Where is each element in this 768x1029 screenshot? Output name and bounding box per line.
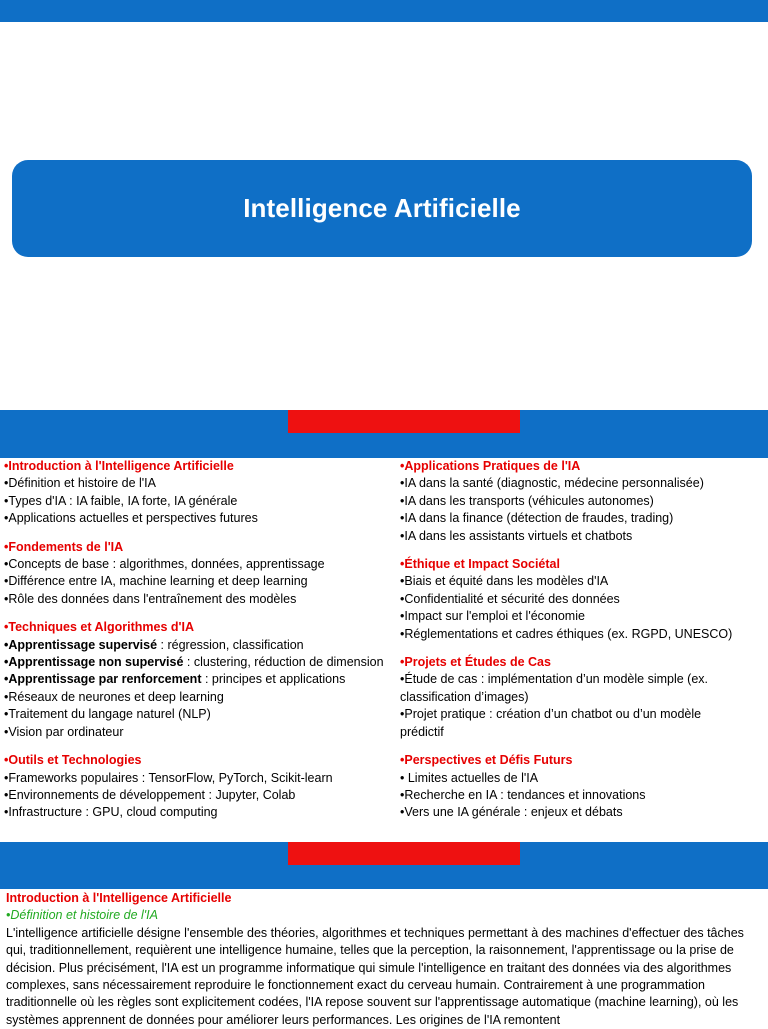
outline-item-text: •Infrastructure : GPU, cloud computing (4, 805, 218, 820)
section-gap (400, 741, 766, 752)
page-title: Intelligence Artificielle (243, 193, 521, 223)
outline-item (4, 493, 396, 510)
section-banner-1-accent (288, 410, 520, 433)
outline-left-column (4, 458, 396, 822)
outline-section-heading: •Applications Pratiques de l'IA (400, 459, 581, 473)
outline-section-heading: •Fondements de l'IA (4, 539, 124, 554)
outline-item (4, 654, 396, 671)
outline-item-text: • Limites actuelles de l'IA (400, 770, 539, 785)
outline-item-text: prédictif (400, 724, 444, 739)
outline-item (400, 528, 766, 545)
intro-subheading: •Définition et histoire de l'IA (6, 908, 158, 923)
outline-item-text: •Étude de cas : implémentation d’un modèle simple (ex. (400, 672, 709, 687)
outline-item-text: •Rôle des données dans l'entraînement des modèles (4, 591, 297, 606)
outline-item (400, 608, 766, 625)
outline-section-heading: •Projets et Études de Cas (400, 655, 551, 670)
outline-item (4, 475, 396, 492)
outline-item-text: •IA dans les transports (véhicules autonomes) (400, 493, 654, 508)
outline-section-heading: •Techniques et Algorithmes d'IA (4, 620, 195, 635)
outline-item (400, 626, 766, 643)
outline-item-text: •Frameworks populaires : TensorFlow, PyTorch, Scikit-learn (4, 770, 333, 785)
section-banner-2-accent (288, 842, 520, 865)
outline-item-term: •Apprentissage non supervisé (4, 655, 184, 670)
intro-heading: Introduction à l'Intelligence Artificielle (6, 891, 232, 905)
outline-item-text: •Vision par ordinateur (4, 724, 124, 739)
outline-item-text: •Projet pratique : création d’un chatbot ou d’un modèle (400, 707, 702, 722)
outline-item (400, 671, 766, 688)
outline-item-text: •Vers une IA générale : enjeux et débats (400, 805, 623, 820)
outline-item (4, 770, 396, 787)
outline-item-text: •Impact sur l'emploi et l'économie (400, 609, 585, 624)
outline-item (4, 689, 396, 706)
outline-section-heading: •Outils et Technologies (4, 753, 142, 768)
section-gap (4, 608, 396, 619)
outline-item-text: •Définition et histoire de l'IA (4, 476, 156, 491)
outline-item-text: •Réseaux de neurones et deep learning (4, 689, 224, 704)
outline-item-text: classification d’images) (400, 689, 529, 704)
outline-item (400, 724, 766, 741)
outline-item (4, 724, 396, 741)
outline-item-text: : principes et applications (201, 672, 346, 687)
outline-item-text: : régression, classification (157, 637, 304, 652)
outline-item (4, 671, 396, 688)
outline-item-text: •IA dans la finance (détection de fraudes, trading) (400, 511, 674, 526)
outline-item-text: •Confidentialité et sécurité des données (400, 591, 620, 606)
outline-item-text: •Types d'IA : IA faible, IA forte, IA générale (4, 493, 238, 508)
outline-item (400, 573, 766, 590)
intro-section (6, 890, 764, 1029)
outline-item-text: •Biais et équité dans les modèles d'IA (400, 574, 609, 589)
outline-item-text: •Environnements de développement : Jupyter, Colab (4, 787, 296, 802)
outline-item (400, 493, 766, 510)
outline-item-text: •Applications actuelles et perspectives futures (4, 511, 258, 526)
outline-item-text: •Différence entre IA, machine learning et deep learning (4, 574, 308, 589)
outline-item-text: •Traitement du langage naturel (NLP) (4, 707, 211, 722)
section-gap (4, 528, 396, 539)
outline-item (4, 804, 396, 821)
outline-item-text: •IA dans la santé (diagnostic, médecine personnalisée) (400, 476, 704, 491)
outline-item (4, 591, 396, 608)
outline-item (4, 510, 396, 527)
outline-item (4, 556, 396, 573)
intro-paragraph: L'intelligence artificielle désigne l'ensemble des théories, algorithmes et techniques permettant à des machines d'effectuer des tâches qui, traditionnellement, requièrent une intelligence humaine, telles que la perception, la raisonnement, l'apprentissage ou la prise de décision. Plus précisément, l'IA est un programme informatique qui simule l'intelligence en traitant des données via des algorithmes complexes, sans nécessairement reproduire le fonctionnement exact du cerveau humain. Contrairement à une programmation traditionnelle où les règles sont explicitement codées, l'IA repose souvent sur l'apprentissage automatique (machine learning), où les systèmes apprennent de données pour améliorer leurs performances. Les origines de l'IA remontent (6, 925, 744, 1027)
outline-section-heading: •Introduction à l'Intelligence Artificielle (4, 459, 234, 473)
outline-item-text: •Réglementations et cadres éthiques (ex. RGPD, UNESCO) (400, 626, 733, 641)
outline-item (400, 475, 766, 492)
top-banner (0, 0, 768, 22)
outline-item (400, 706, 766, 723)
outline-item-text: •Recherche en IA : tendances et innovations (400, 787, 646, 802)
outline-item (4, 637, 396, 654)
outline-item (4, 787, 396, 804)
outline-item (400, 787, 766, 804)
section-gap (4, 741, 396, 752)
outline-right-column (400, 458, 766, 822)
outline-item (400, 510, 766, 527)
outline-item (400, 770, 766, 787)
outline-item (4, 573, 396, 590)
outline-item-text: •IA dans les assistants virtuels et chatbots (400, 528, 633, 543)
outline-item-term: •Apprentissage par renforcement (4, 672, 202, 687)
title-box (12, 160, 752, 257)
outline-item (400, 804, 766, 821)
outline-item-term: •Apprentissage supervisé (4, 637, 158, 652)
section-gap (400, 643, 766, 654)
section-gap (400, 545, 766, 556)
outline-item (400, 689, 766, 706)
outline-item (400, 591, 766, 608)
outline-item-text: : clustering, réduction de dimension (183, 655, 384, 670)
outline-item (4, 706, 396, 723)
outline-section-heading: •Éthique et Impact Sociétal (400, 557, 560, 572)
outline-item-text: •Concepts de base : algorithmes, données, apprentissage (4, 557, 325, 572)
outline-section-heading: •Perspectives et Défis Futurs (400, 753, 573, 768)
